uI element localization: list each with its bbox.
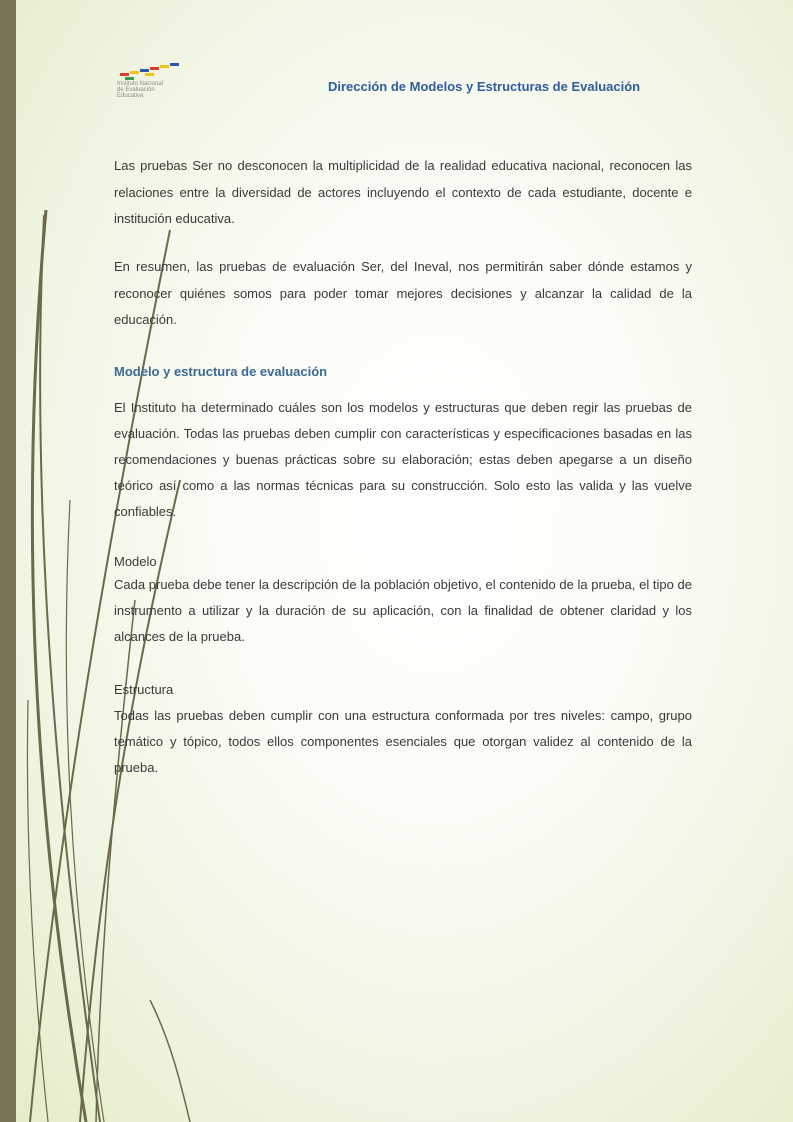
paragraph-estructura: Todas las pruebas deben cumplir con una estructura conformada por tres niveles: campo, grupo temático y tópico, todos ellos componentes esenciales que otorgan validez al contenido de la prueba. bbox=[114, 708, 692, 775]
paragraph-intro: Las pruebas Ser no desconocen la multiplicidad de la realidad educativa nacional, reconocen las relaciones entre la diversidad de actores incluyendo el contexto de cada estudiante, docente e institución educativa. bbox=[114, 158, 692, 226]
logo-line-2: de Evaluación bbox=[117, 87, 155, 93]
logo-caption bbox=[117, 81, 163, 99]
header-title: Dirección de Modelos y Estructuras de Evaluación bbox=[328, 79, 641, 94]
logo-line-1: Instituto Nacional bbox=[117, 81, 164, 87]
section-heading: Modelo y estructura de evaluación bbox=[114, 364, 328, 379]
paragraph-modelo: Cada prueba debe tener la descripción de la población objetivo, el contenido de la prueba, el tipo de instrumento a utilizar y la duración de su aplicación, con la finalidad de obtener claridad y los alcances de la prueba. bbox=[114, 577, 692, 644]
logo-line-3: Educativa bbox=[117, 93, 144, 99]
paragraph-summary: En resumen, las pruebas de evaluación Ser, del Ineval, nos permitirán saber dónde estamos y reconocer quiénes somos para poder tomar mejores decisiones y alcanzar la calidad de la educación. bbox=[114, 259, 692, 327]
estructura-label: Estructura bbox=[114, 682, 174, 697]
modelo-label: Modelo bbox=[114, 554, 157, 569]
paragraph-institute: El Instituto ha determinado cuáles son los modelos y estructuras que deben regir las pruebas de evaluación. Todas las pruebas deben cumplir con características y especificaciones basadas en las recomendaciones y buenas prácticas sobre su elaboración; estas deben apegarse a un diseño teórico así como a las normas técnicas para su construcción. Solo esto las valida y las vuelve confiables. bbox=[114, 400, 692, 519]
